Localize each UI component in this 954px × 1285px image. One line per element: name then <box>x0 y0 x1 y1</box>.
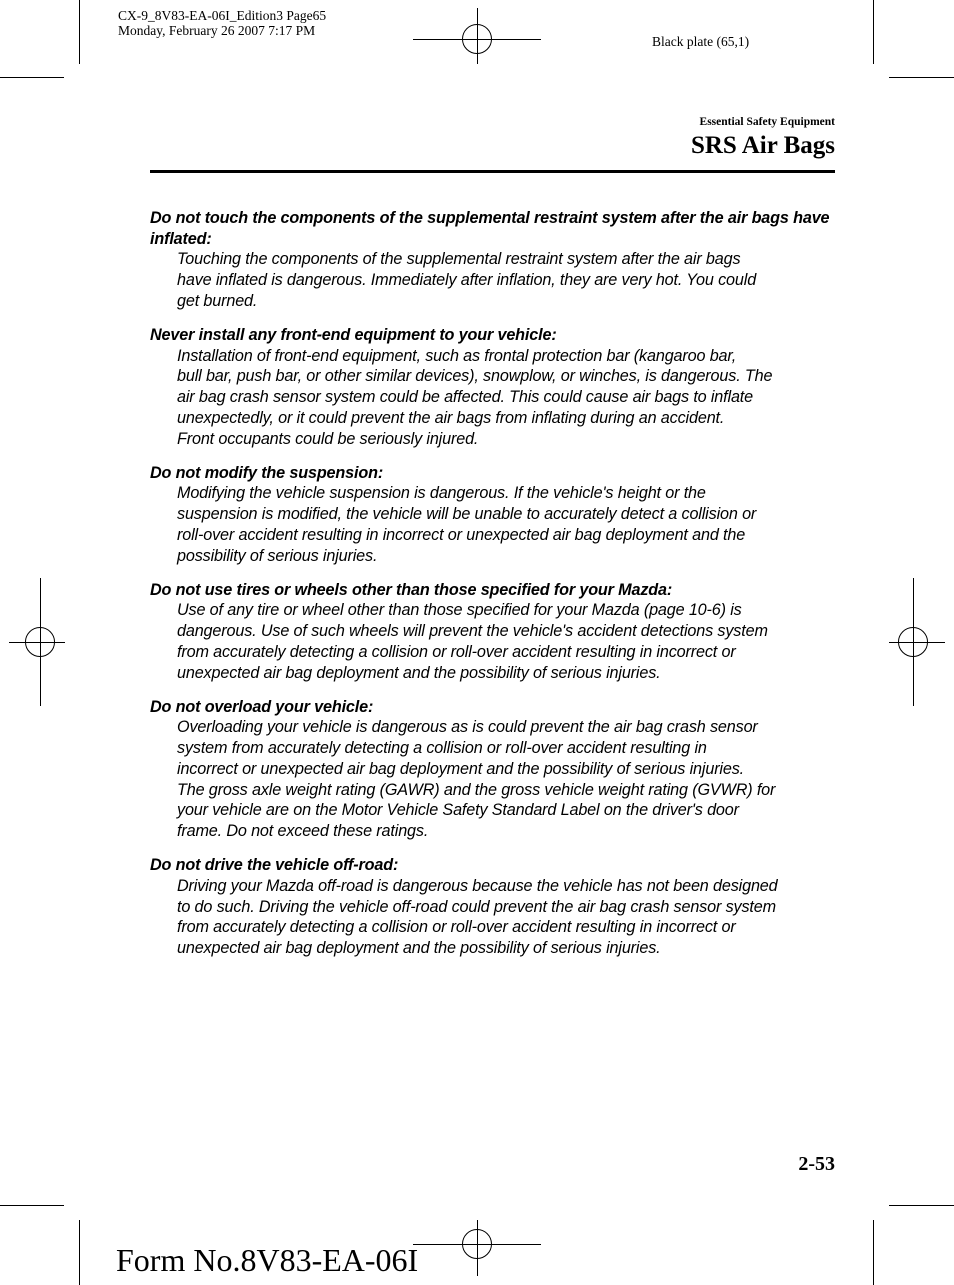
warning-item <box>150 463 840 567</box>
registration-target-top <box>462 24 492 54</box>
warning-item <box>150 697 840 842</box>
registration-target-right <box>898 627 928 657</box>
section-kicker: Essential Safety Equipment <box>699 116 835 128</box>
warning-item <box>150 855 840 959</box>
plate-label: Black plate (65,1) <box>652 34 750 49</box>
warning-body: Touching the components of the supplemental restraint system after the air bags have inflated is dangerous. Immediately after inflation, they are very hot. You could get burned. <box>177 250 757 310</box>
section-title: SRS Air Bags <box>690 132 835 159</box>
warning-body: Overloading your vehicle is dangerous as is could prevent the air bag crash sensor system from accurately detecting a collision or roll-over accident resulting in incorrect or unexpected air bag deployment and the possibility of serious injuries. The gross axle weight rating (GAWR) and the gross vehicle weight rating (GVWR) for your vehicle are on the Motor Vehicle Safety Standard Label on the driver's door frame. Do not exceed these ratings. <box>177 718 776 840</box>
slug-date-line: Monday, February 26 2007 7:17 PM <box>118 23 316 38</box>
warning-heading: Do not touch the components of the supplemental restraint system after the air bags have inflated: <box>150 209 830 248</box>
warning-heading: Do not drive the vehicle off-road: <box>150 856 399 875</box>
registration-target-left <box>25 627 55 657</box>
warning-heading: Never install any front-end equipment to your vehicle: <box>150 326 557 345</box>
warning-heading: Do not use tires or wheels other than those specified for your Mazda: <box>150 580 673 599</box>
registration-target-bottom <box>462 1229 492 1259</box>
warning-body: Driving your Mazda off-road is dangerous because the vehicle has not been designed to do such. Driving the vehicle off-road could prevent the air bag crash sensor system from accurately detecting a collision or roll-over accident resulting in incorrect or unexpected air bag deployment and the possibility of serious injuries. <box>177 876 778 957</box>
warning-list <box>150 208 840 972</box>
warning-body: Installation of front-end equipment, such as frontal protection bar (kangaroo bar, bull bar, push bar, or other similar devices), snowplow, or winches, is dangerous. The air bag crash sensor system could be affected. This could cause air bags to inflate unexpectedly, or it could prevent the air bags from inflating during an accident. Front occupants could be seriously injured. <box>177 346 773 448</box>
warning-body: Modifying the vehicle suspension is dangerous. If the vehicle's height or the suspension is modified, the vehicle will be unable to accurately detect a collision or roll-over accident resulting in incorrect or unexpected air bag deployment and the possibility of serious injuries. <box>177 484 757 565</box>
warning-heading: Do not modify the suspension: <box>150 463 384 482</box>
warning-item <box>150 580 840 684</box>
warning-item <box>150 208 840 312</box>
warning-heading: Do not overload your vehicle: <box>150 697 374 716</box>
warning-item <box>150 325 840 449</box>
form-number: Form No.8V83-EA-06I <box>116 1242 419 1278</box>
slug-file-line: CX-9_8V83-EA-06I_Edition3 Page65 <box>118 8 327 23</box>
print-slug <box>118 8 326 38</box>
page-number: 2-53 <box>798 1153 835 1175</box>
header-rule <box>150 170 835 173</box>
warning-body: Use of any tire or wheel other than those specified for your Mazda (page 10-6) is dangerous. Use of such wheels will prevent the vehicle's accident detections system from accurately detecting a collision or roll-over accident resulting in incorrect or unexpected air bag deployment and the possibility of serious injuries. <box>177 601 768 682</box>
